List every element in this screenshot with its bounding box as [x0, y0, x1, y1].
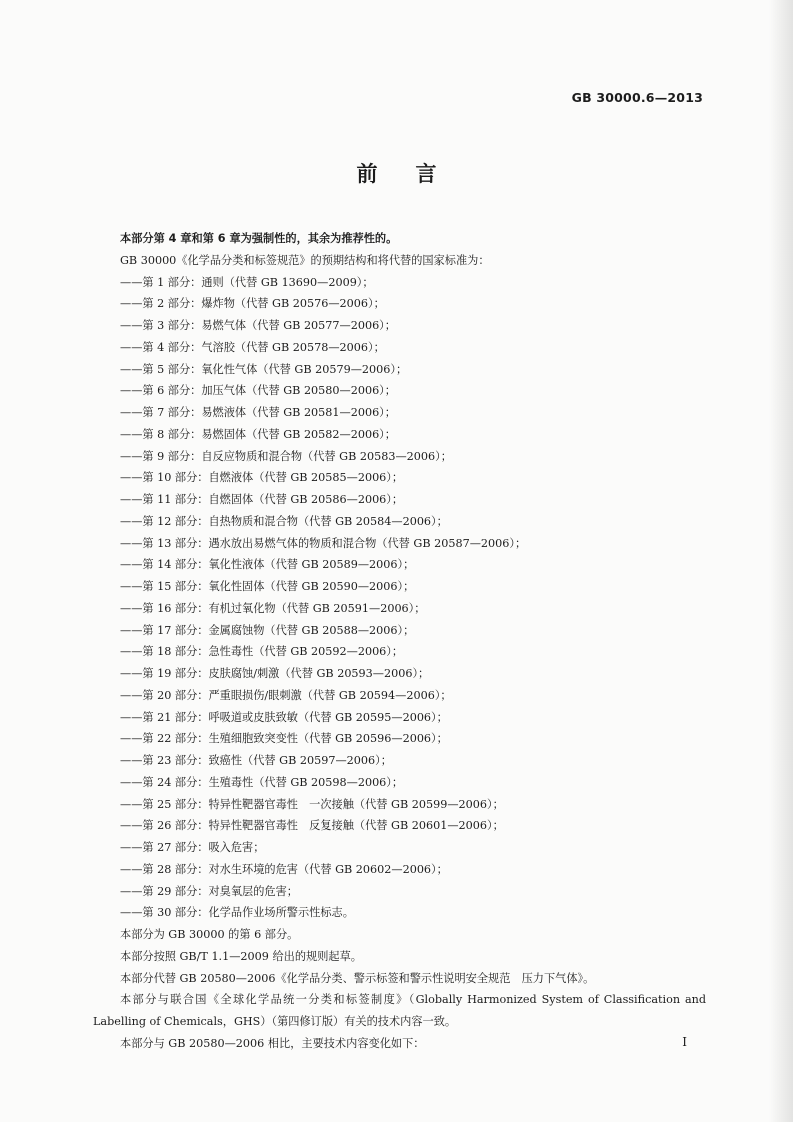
list-item: ——第 24 部分：生殖毒性（代替 GB 20598—2006）； [120, 775, 404, 789]
structure-intro-paragraph: GB 30000《化学品分类和标签规范》的预期结构和将代替的国家标准为： [120, 253, 490, 267]
list-item: ——第 4 部分：气溶胶（代替 GB 20578—2006）； [120, 340, 385, 354]
list-item: ——第 1 部分：通则（代替 GB 13690—2009）； [120, 275, 374, 289]
list-item: ——第 12 部分：自热物质和混合物（代替 GB 20584—2006）； [120, 514, 448, 528]
list-item: ——第 10 部分：自燃液体（代替 GB 20585—2006）； [120, 471, 404, 485]
list-item: ——第 15 部分：氧化性固体（代替 GB 20590—2006）； [120, 580, 415, 593]
list-item: ——第 22 部分：生殖细胞致突变性（代替 GB 20596—2006）； [120, 732, 448, 746]
list-item: ——第 9 部分：自反应物质和混合物（代替 GB 20583—2006）； [120, 449, 452, 463]
list-item: ——第 7 部分：易燃液体（代替 GB 20581—2006）； [120, 406, 396, 419]
page-number: I [682, 1035, 687, 1049]
list-item: ——第 14 部分：氧化性液体（代替 GB 20589—2006）； [120, 558, 415, 572]
list-item: ——第 16 部分：有机过氧化物（代替 GB 20591—2006）； [120, 601, 426, 615]
list-item: ——第 8 部分：易燃固体（代替 GB 20582—2006）； [120, 427, 396, 441]
list-item: ——第 23 部分：致癌性（代替 GB 20597—2006）； [120, 754, 392, 767]
list-item: ——第 17 部分：金属腐蚀物（代替 GB 20588—2006）； [120, 623, 415, 637]
replacement-paragraph: 本部分代替 GB 20580—2006《化学品分类、警示标签和警示性说明安全规范 压力下气体》。 [120, 971, 595, 985]
drafting-rules-paragraph: 本部分按照 GB/T 1.1—2009 给出的规则起草。 [120, 949, 362, 963]
parts-list [93, 272, 706, 925]
mandatory-clause-statement: 本部分第 4 章和第 6 章为强制性的，其余为推荐性的。 [120, 232, 398, 245]
list-item: ——第 20 部分：严重眼损伤/眼刺激（代替 GB 20594—2006）； [120, 688, 452, 702]
foreword-body [93, 228, 706, 1055]
list-item: ——第 28 部分：对水生环境的危害（代替 GB 20602—2006）； [120, 862, 448, 876]
list-item: ——第 18 部分：急性毒性（代替 GB 20592—2006）； [120, 645, 404, 659]
list-item: ——第 30 部分：化学品作业场所警示性标志。 [120, 906, 354, 920]
part-number-paragraph: 本部分为 GB 30000 的第 6 部分。 [120, 928, 299, 941]
list-item: ——第 27 部分：吸入危害； [120, 841, 265, 854]
list-item: ——第 2 部分：爆炸物（代替 GB 20576—2006）； [120, 297, 385, 311]
standard-code: GB 30000.6—2013 [571, 90, 703, 105]
changes-intro-paragraph: 本部分与 GB 20580—2006 相比，主要技术内容变化如下： [120, 1036, 425, 1050]
list-item: ——第 25 部分：特异性靶器官毒性 一次接触（代替 GB 20599—2006）； [120, 797, 504, 811]
list-item: ——第 19 部分：皮肤腐蚀/刺激（代替 GB 20593—2006）； [120, 667, 430, 680]
list-item: ——第 5 部分：氧化性气体（代替 GB 20579—2006）； [120, 362, 408, 376]
list-item: ——第 3 部分：易燃气体（代替 GB 20577—2006）； [120, 319, 396, 332]
list-item: ——第 13 部分：遇水放出易燃气体的物质和混合物（代替 GB 20587—2006）； [120, 536, 527, 550]
list-item: ——第 29 部分：对臭氧层的危害； [120, 884, 298, 898]
list-item: ——第 26 部分：特异性靶器官毒性 反复接触（代替 GB 20601—2006）； [120, 819, 504, 833]
list-item: ——第 21 部分：呼吸道或皮肤致敏（代替 GB 20595—2006）； [120, 710, 448, 724]
page-title: 前言 [356, 162, 475, 186]
ghs-consistency-paragraph: 本部分与联合国《全球化学品统一分类和标签制度》（Globally Harmonized System of Classification and Labelling of Chemicals，GHS）（第四修订版）有关的技术内容一致。 [93, 993, 706, 1028]
list-item: ——第 6 部分：加压气体（代替 GB 20580—2006）； [120, 384, 396, 398]
list-item: ——第 11 部分：自燃固体（代替 GB 20586—2006）； [120, 493, 404, 506]
